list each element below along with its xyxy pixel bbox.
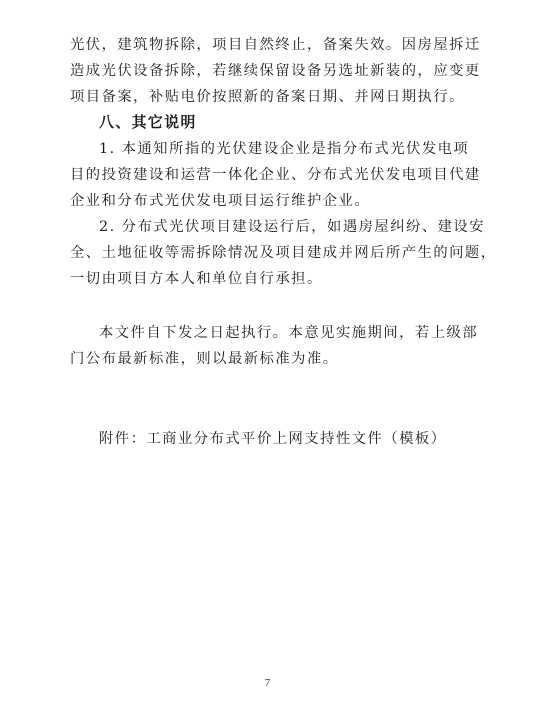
attachment-text: 附件：工商业分布式平价上网支持性文件（模板） xyxy=(99,431,447,447)
text-line: 本文件自下发之日起执行。本意见实施期间，若上级部 xyxy=(99,325,479,341)
text-line: 目的投资建设和运营一体化企业、分布式光伏发电项目代建 xyxy=(70,167,481,183)
effective-date-paragraph xyxy=(70,320,479,372)
blank-space xyxy=(70,372,470,426)
text-line: 全、土地征收等需拆除情况及项目建成并网后所产生的问题， xyxy=(70,245,497,261)
blank-space xyxy=(70,292,470,320)
document-body xyxy=(70,32,497,452)
text-line: 门公布最新标准，则以最新标准为准。 xyxy=(70,351,339,367)
continuation-paragraph xyxy=(70,32,481,110)
text-line: 项目备案，补贴电价按照新的备案日期、并网日期执行。 xyxy=(70,89,465,105)
text-line: 企业和分布式光伏发电项目运行维护企业。 xyxy=(70,193,371,209)
text-line: 1. 本通知所指的光伏建设企业是指分布式光伏发电项 xyxy=(99,141,470,157)
page-number: 7 xyxy=(264,677,271,689)
text-line: 2. 分布式光伏项目建设运行后，如遇房屋纠纷、建设安 xyxy=(99,219,486,235)
section-heading: 八、其它说明 xyxy=(99,114,197,131)
text-line: 造成光伏设备拆除，若继续保留设备另选址新装的，应变更 xyxy=(70,63,481,79)
note-item-1 xyxy=(70,136,481,214)
note-item-2 xyxy=(70,214,497,292)
attachment-line xyxy=(70,426,470,452)
text-line: 光伏，建筑物拆除，项目自然终止，备案失效。因房屋拆迁 xyxy=(70,37,481,53)
text-line: 一切由项目方本人和单位自行承担。 xyxy=(70,271,323,287)
